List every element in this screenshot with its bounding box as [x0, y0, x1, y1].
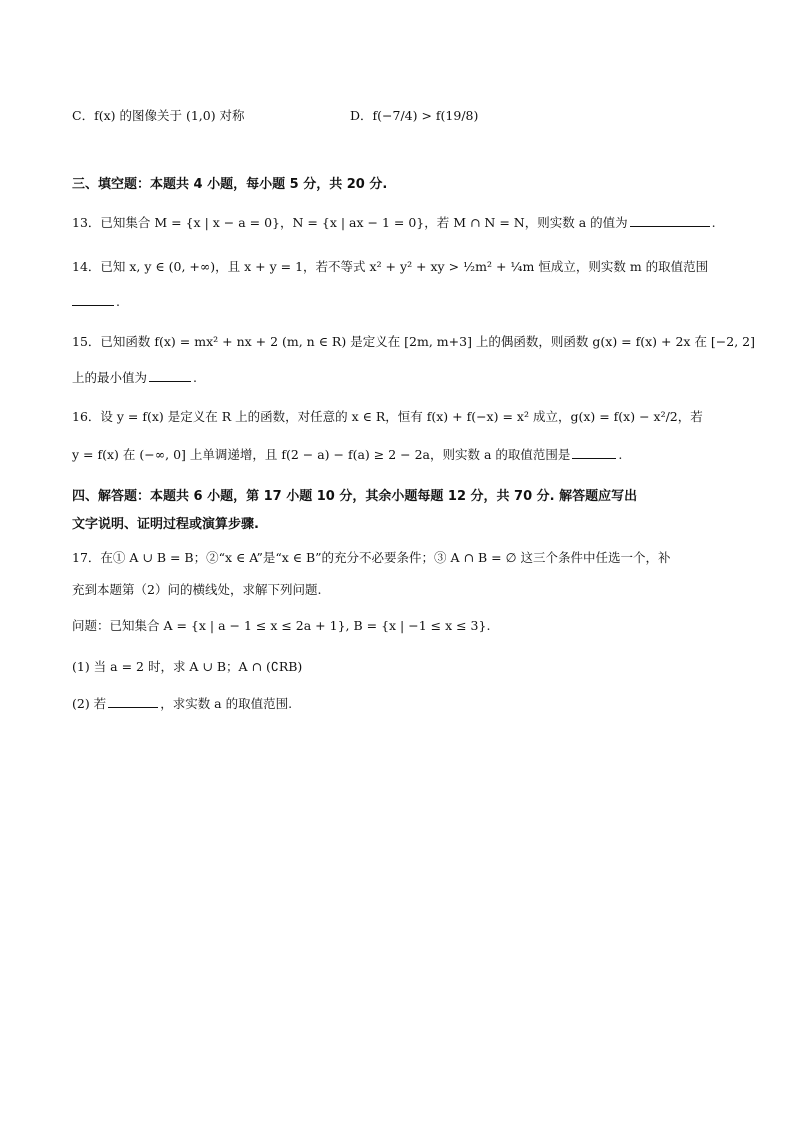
option-c-text: C．f(x) 的图像关于 (1,0) 对称 [72, 108, 245, 123]
question-17 [72, 549, 724, 567]
option-c [72, 107, 245, 125]
question-17-line-2-text: 充到本题第（2）问的横线处，求解下列问题. [72, 582, 322, 597]
question-14-line-2 [72, 293, 724, 311]
answer-blank-13[interactable] [630, 214, 710, 227]
question-16-line-2 [72, 446, 724, 464]
question-15-line-2-text: 上的最小值为 [72, 370, 148, 385]
question-17-problem-text: 问题：已知集合 A = {x | a − 1 ≤ x ≤ 2a + 1}, B = {x | −1 ≤ x ≤ 3}. [72, 618, 491, 633]
question-15-text: 15．已知函数 f(x) = mx² + nx + 2 (m, n ∈ R) 是定义在 [2m, m+3] 上的偶函数，则函数 g(x) = f(x) + 2x 在 [−2, 2] [72, 334, 756, 349]
section-4-title: 四、解答题：本题共 6 小题，第 17 小题 10 分，其余小题每题 12 分，共 70 分. 解答题应写出 [72, 489, 638, 504]
answer-blank-17[interactable] [108, 695, 158, 708]
question-17-line-2 [72, 581, 724, 599]
option-d [350, 107, 478, 125]
question-16 [72, 408, 724, 426]
question-17-part-2-post: ，求实数 a 的取值范围. [160, 696, 293, 711]
option-d-text: D．f(−7/4) > f(19/8) [350, 108, 479, 123]
question-16-text: 16．设 y = f(x) 是定义在 R 上的函数，对任意的 x ∈ R，恒有 f(x) + f(−x) = x² 成立，g(x) = f(x) − x²/2，若 [72, 409, 703, 424]
question-13 [72, 214, 724, 232]
question-17-part-2 [72, 695, 724, 713]
question-16-line-2-text: y = f(x) 在 (−∞, 0] 上单调递增，且 f(2 − a) − f(a) ≥ 2 − 2a，则实数 a 的取值范围是 [72, 447, 571, 462]
question-14-text: 14．已知 x, y ∈ (0, +∞)，且 x + y = 1，若不等式 x² + y² + xy > ½m² + ¼m 恒成立，则实数 m 的取值范围 [72, 259, 709, 274]
question-14-end: . [116, 294, 120, 309]
answer-blank-15[interactable] [149, 369, 191, 382]
question-15-end: . [193, 370, 197, 385]
question-14 [72, 258, 724, 276]
answer-blank-16[interactable] [572, 446, 616, 459]
question-15-line-2 [72, 369, 724, 387]
question-17-text: 17．在① A ∪ B = B；②“x ∈ A”是“x ∈ B”的充分不必要条件；③ A ∩ B = ∅ 这三个条件中任选一个，补 [72, 550, 671, 565]
question-17-part-1 [72, 658, 724, 676]
answer-blank-14[interactable] [72, 293, 114, 306]
question-13-end: . [711, 215, 716, 230]
section-4-title-line-2: 文字说明、证明过程或演算步骤. [72, 517, 259, 532]
question-17-problem [72, 617, 724, 635]
question-15 [72, 333, 756, 351]
question-17-part-2-pre: (2) 若 [72, 696, 107, 711]
question-16-end: . [618, 447, 623, 462]
question-13-text: 13．已知集合 M = {x | x − a = 0}，N = {x | ax − 1 = 0}，若 M ∩ N = N，则实数 a 的值为 [72, 215, 628, 230]
section-3-title: 三、填空题：本题共 4 小题，每小题 5 分，共 20 分. [72, 177, 388, 192]
question-17-part-1-text: (1) 当 a = 2 时，求 A ∪ B；A ∩ (∁RB) [72, 659, 303, 674]
